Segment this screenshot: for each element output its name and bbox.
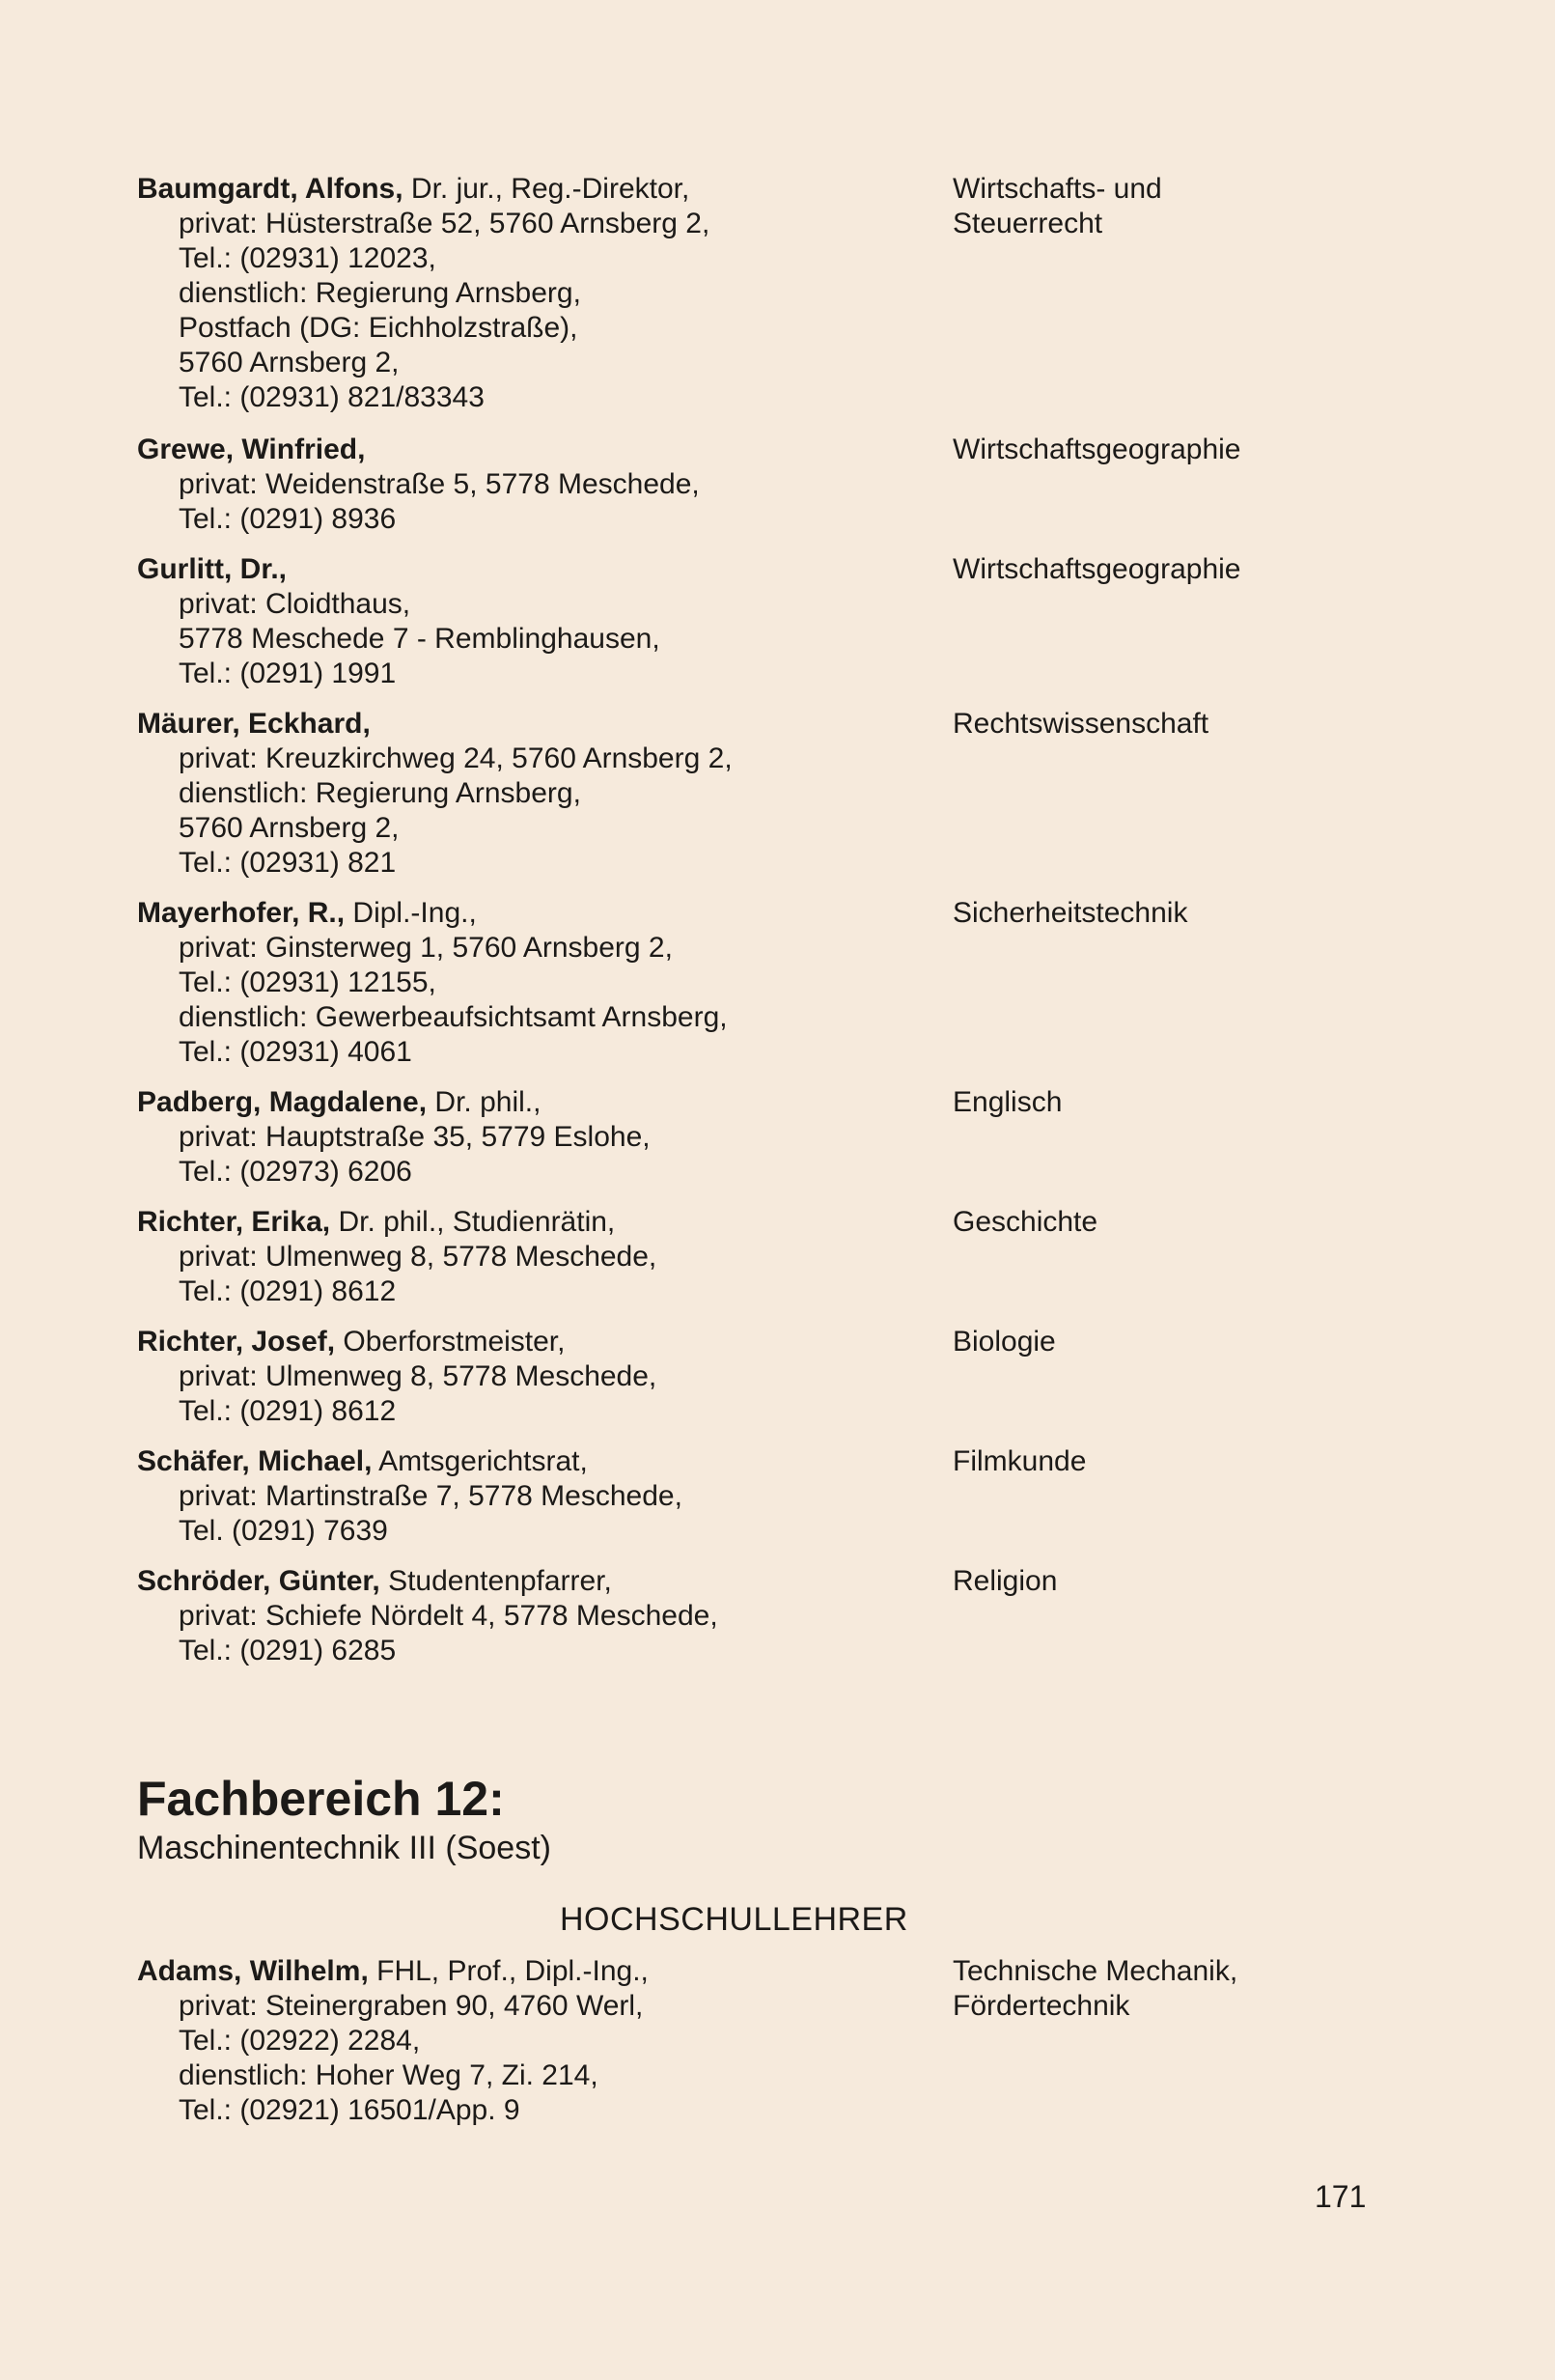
entry-line: Tel.: (02922) 2284, — [179, 2025, 421, 2057]
staff-entry — [137, 1325, 1421, 1429]
subject-line: Technische Mechanik, — [953, 1955, 1238, 1987]
subject-line: Geschichte — [953, 1206, 1098, 1238]
entry-subject — [953, 433, 1421, 537]
entry-line: Tel.: (0291) 8936 — [179, 503, 397, 535]
entry-line: privat: Ginsterweg 1, 5760 Arnsberg 2, — [179, 932, 673, 964]
entry-name: Grewe, Winfried, — [137, 434, 366, 465]
entry-name: Adams, Wilhelm, — [137, 1955, 369, 1987]
entry-name: Richter, Erika, — [137, 1206, 331, 1238]
subject-line: Wirtschaftsgeographie — [953, 553, 1241, 585]
staff-entry — [137, 1954, 1421, 2128]
entry-details — [137, 1564, 953, 1668]
entry-details — [137, 1444, 953, 1549]
entry-subject — [953, 1954, 1421, 2128]
subject-line: Sicherheitstechnik — [953, 897, 1188, 929]
entry-details — [137, 1954, 953, 2128]
entry-subject — [953, 1205, 1421, 1309]
subject-line: Fördertechnik — [953, 1990, 1130, 2022]
section-heading: HOCHSCHULLEHRER — [560, 1901, 908, 1938]
staff-entry — [137, 1564, 1421, 1668]
entry-line: dienstlich: Regierung Arnsberg, — [179, 777, 581, 809]
entry-line: privat: Schiefe Nördelt 4, 5778 Meschede, — [179, 1600, 718, 1632]
entry-name: Baumgardt, Alfons, — [137, 173, 403, 205]
entry-line: dienstlich: Hoher Weg 7, Zi. 214, — [179, 2059, 598, 2091]
entry-line: Tel.: (02931) 12155, — [179, 966, 436, 998]
entry-line: privat: Hüsterstraße 52, 5760 Arnsberg 2, — [179, 208, 710, 239]
entry-name: Schäfer, Michael, — [137, 1445, 373, 1477]
entry-title: Dr. phil., Studienrätin, — [330, 1206, 616, 1238]
entry-details — [137, 707, 953, 881]
entry-line: Tel.: (0291) 1991 — [179, 658, 397, 689]
staff-list-section-12 — [137, 1954, 1421, 2128]
entry-subject — [953, 172, 1421, 415]
entry-subject — [953, 1325, 1421, 1429]
entry-line: 5760 Arnsberg 2, — [179, 812, 400, 844]
subject-line: Steuerrecht — [953, 208, 1103, 239]
entry-title: Oberforstmeister, — [335, 1326, 566, 1358]
entry-details — [137, 552, 953, 691]
entry-title: Dr. phil., — [427, 1086, 541, 1118]
entry-line: privat: Ulmenweg 8, 5778 Meschede, — [179, 1241, 657, 1273]
page-number: 171 — [1315, 2179, 1367, 2214]
entry-line: privat: Steinergraben 90, 4760 Werl, — [179, 1990, 644, 2022]
staff-entry — [137, 433, 1421, 537]
staff-entry — [137, 1205, 1421, 1309]
entry-name: Gurlitt, Dr., — [137, 553, 288, 585]
entry-title: FHL, Prof., Dipl.-Ing., — [368, 1955, 649, 1987]
entry-subject — [953, 1444, 1421, 1549]
entry-line: Tel.: (0291) 8612 — [179, 1275, 397, 1307]
entry-details — [137, 1205, 953, 1309]
entry-line: 5760 Arnsberg 2, — [179, 347, 400, 378]
section-title: Fachbereich 12: — [137, 1772, 505, 1826]
entry-title: Dr. jur., Reg.-Direktor, — [403, 173, 690, 205]
entry-details — [137, 433, 953, 537]
entry-line: Tel.: (02931) 12023, — [179, 242, 436, 274]
staff-entry — [137, 552, 1421, 691]
entry-line: privat: Weidenstraße 5, 5778 Meschede, — [179, 468, 700, 500]
entry-title: Dipl.-Ing., — [345, 897, 477, 929]
staff-entry — [137, 707, 1421, 881]
entry-line: dienstlich: Gewerbeaufsichtsamt Arnsberg, — [179, 1001, 728, 1033]
entry-line: privat: Hauptstraße 35, 5779 Eslohe, — [179, 1121, 651, 1153]
subject-line: Rechtswissenschaft — [953, 708, 1209, 740]
entry-line: Tel.: (0291) 8612 — [179, 1395, 397, 1427]
staff-entry — [137, 1085, 1421, 1190]
section-subtitle: Maschinentechnik III (Soest) — [137, 1830, 551, 1866]
entry-title: Studentenpfarrer, — [379, 1565, 612, 1597]
entry-line: Tel.: (02973) 6206 — [179, 1156, 412, 1188]
entry-subject — [953, 1085, 1421, 1190]
subject-line: Wirtschafts- und — [953, 173, 1162, 205]
entry-name: Mayerhofer, R., — [137, 897, 346, 929]
entry-line: privat: Kreuzkirchweg 24, 5760 Arnsberg 2, — [179, 742, 733, 774]
entry-name: Padberg, Magdalene, — [137, 1086, 428, 1118]
entry-name: Richter, Josef, — [137, 1326, 336, 1358]
subject-line: Biologie — [953, 1326, 1056, 1358]
subject-line: Filmkunde — [953, 1445, 1087, 1477]
entry-line: Tel.: (02931) 4061 — [179, 1036, 412, 1068]
entry-name: Mäurer, Eckhard, — [137, 708, 371, 740]
staff-entry — [137, 172, 1421, 415]
entry-line: Postfach (DG: Eichholzstraße), — [179, 312, 578, 344]
entry-line: Tel.: (02921) 16501/App. 9 — [179, 2094, 520, 2126]
entry-details — [137, 1085, 953, 1190]
entry-details — [137, 896, 953, 1070]
entry-line: Tel.: (02931) 821/83343 — [179, 381, 485, 413]
subject-line: Englisch — [953, 1086, 1063, 1118]
subject-line: Wirtschaftsgeographie — [953, 434, 1241, 465]
subject-line: Religion — [953, 1565, 1058, 1597]
entry-details — [137, 1325, 953, 1429]
entry-line: Tel.: (02931) 821 — [179, 847, 397, 879]
entry-line: Tel.: (0291) 6285 — [179, 1635, 397, 1666]
entry-line: 5778 Meschede 7 - Remblinghausen, — [179, 623, 660, 655]
entry-line: dienstlich: Regierung Arnsberg, — [179, 277, 581, 309]
entry-line: privat: Martinstraße 7, 5778 Meschede, — [179, 1480, 682, 1512]
staff-entry — [137, 896, 1421, 1070]
staff-entry — [137, 1444, 1421, 1549]
entry-line: privat: Ulmenweg 8, 5778 Meschede, — [179, 1360, 657, 1392]
entry-line: Tel. (0291) 7639 — [179, 1515, 388, 1547]
entry-subject — [953, 707, 1421, 881]
entry-name: Schröder, Günter, — [137, 1565, 380, 1597]
staff-list — [137, 172, 1421, 1668]
entry-details — [137, 172, 953, 415]
entry-subject — [953, 552, 1421, 691]
entry-title: Amtsgerichtsrat, — [372, 1445, 588, 1477]
entry-subject — [953, 1564, 1421, 1668]
entry-line: privat: Cloidthaus, — [179, 588, 411, 620]
entry-subject — [953, 896, 1421, 1070]
